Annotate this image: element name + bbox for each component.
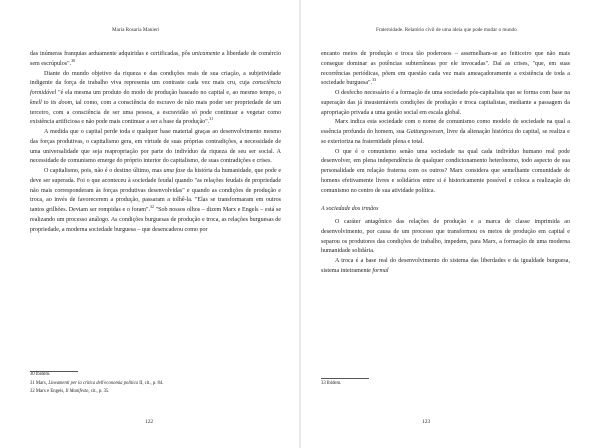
text-span: A troca é a base real do desenvolvimento do sistema das liberdades e da igualdade burguesa, sistema inteiramente [321, 258, 570, 274]
text-span: 31 Marx, [30, 380, 49, 386]
italic-span: Il Manifesto [65, 389, 89, 395]
italic-span: unicamente [192, 51, 220, 57]
text-span: das inúmeras franquias arduamente adquiridas e certificadas, pôs [30, 51, 193, 57]
paragraph [30, 50, 281, 70]
text-span: Diante do mundo objetivo da riqueza e das condições reais de sua criação, a subjetividade indigente da força de trabalho viva representa um contraste cada vez mais cru, cuja [30, 70, 281, 87]
text-span: da história da humanidade, que pode e deve ser superada. Foi o que aconteceu à sociedade feudal quando "as relações feudais de propriedade não mais corresponderam às forças produtivas desenvolvidas" e quando as condições de produção e troca, ao invés de favorecerem a produção, passaram a tolhê-la. "Elas se transformaram em outros tantos grilhões. Deviam ser rompidas e o foram". [30, 168, 281, 213]
text-span: a liberdade de comércio sem escrúpulos". [30, 51, 281, 67]
italic-span: Lineamenti per la critica dell'economia politica [48, 380, 139, 386]
footnote-ref: 31 [209, 116, 214, 122]
italic-span: consciência formidável [30, 80, 281, 96]
paragraph [321, 257, 570, 277]
italic-span: knell to its doom [30, 99, 72, 106]
footnotes [30, 371, 281, 397]
text-span: O caráter antagônico das relações de produção e a marca de classe imprimida ao desenvolvimento, por causa de um processo que transformou os meios de produção em capital e separou os produtores das condições de trabalho, impedem, para Marx, a formação de uma moderna humanidade solidária. [321, 219, 570, 255]
text-span: 33 Ibidem. [321, 381, 342, 386]
italic-span: formal [372, 267, 389, 274]
text-span: O desfecho necessário é a formação de uma sociedade pós-capitalista que se forma com base na superação das já insustentáveis condições de produção e troca capitalistas, mediante a passagem da apropriação privada a uma gestão social em escala global. [321, 90, 570, 116]
paragraph [321, 50, 570, 89]
page-body [321, 50, 570, 277]
footnote-ref: 33 [372, 77, 377, 83]
page-number: 123 [422, 419, 431, 425]
footnotes [321, 380, 570, 389]
text-span: O capitalismo, pois, não é o destino último, mas [44, 168, 164, 174]
footnote [30, 380, 281, 389]
left-page [0, 0, 299, 448]
text-span: Marx indica esta sociedade com o nome de comunismo como modelo de sociedade na qual a essência profunda do homem, sua [321, 119, 570, 135]
footnote [321, 380, 570, 389]
section-heading [321, 205, 570, 215]
footnote [30, 371, 281, 380]
paragraph [321, 148, 570, 197]
text-span: A sociedade dos irmãos [321, 206, 379, 213]
page-number: 122 [145, 419, 154, 425]
page-body [30, 50, 281, 235]
right-page [301, 0, 600, 448]
text-span: "é ela mesma um produto do modo de produção baseado no capital e, ao mesmo tempo, o [56, 90, 281, 96]
text-span: , tal como, com a consciência do escravo de não mais poder ser propriedade de um terceiro, com a consciência de ser uma pessoa, a escravidão só pode continuar a vegetar como existência artificiosa e não pode mais continuar a ser a base da produção". [30, 99, 281, 126]
text-span: A medida que o capital perde toda e qualquer base material graças ao desenvolvimento mesmo das forças produtivas, o capitalismo gera, em virtude de suas próprias contradições, a necessidade de uma universalidade que seja reapropriação por parte do indivíduo da riqueza de seu ser social. A necessidade de comunismo emerge do próprio interior do capitalismo, de suas contradições e crises. [30, 129, 281, 165]
text-span: 32 Marx e Engels, [30, 389, 66, 395]
footnote-rule [321, 378, 369, 379]
footnote-ref: 30 [71, 57, 76, 63]
text-span: II, cit., p. 84. [138, 380, 164, 386]
text-span: "Sob nossos olhos – dizem Marx e Engels – está se realizando um processo análogo. As condições burguesas de produção e troca, as relações burguesas de propriedade, a moderna sociedade burguesa – que desencadeou como por [30, 207, 282, 233]
paragraph [321, 218, 570, 257]
italic-span: Gattungswesen [406, 129, 444, 135]
paragraph [30, 70, 281, 129]
paragraph [321, 89, 570, 118]
paragraph [30, 128, 281, 167]
footnote [30, 388, 281, 397]
text-span: O que é o comunismo senão uma sociedade na qual cada indivíduo humano real pode desenvolver, em plena independência de qualquer condicionamento heterônomo, todo aspecto de sua personalidade em relação fraterna com os outros? Marx considera que semelhante comunidade de homens efetivamente livres e solidários entre si é historicamente possível e coloca a realização do comunismo no centro de sua atividade política. [321, 148, 570, 194]
text-span: 30 Ibidem. [30, 372, 51, 377]
paragraph [321, 118, 570, 147]
paragraph [30, 167, 281, 235]
footnote-ref: 32 [149, 203, 154, 209]
text-span: encanto meios de produção e troca tão poderosos – assemelham-se ao feiticeiro que não mais consegue dominar as potências subterrâneas por ele invocadas". Daí as crises, "que, em suas recorrências periódicas, põem em questão cada vez mais ameaçadoramente a existência de toda a sociedade burguesa". [321, 51, 570, 87]
text-span: , cit., p. 35. [88, 389, 110, 395]
text-span: , livre da alienação histórica do capital, se realiza e se exterioriza na fraternidade plena e total. [321, 129, 570, 145]
running-header: Maria Rosaria Manieri [112, 27, 160, 33]
running-header: Fraternidade. Relatório civil de uma ideia que pode mudar o mundo [376, 27, 517, 33]
italic-span: uma fase [163, 168, 186, 174]
